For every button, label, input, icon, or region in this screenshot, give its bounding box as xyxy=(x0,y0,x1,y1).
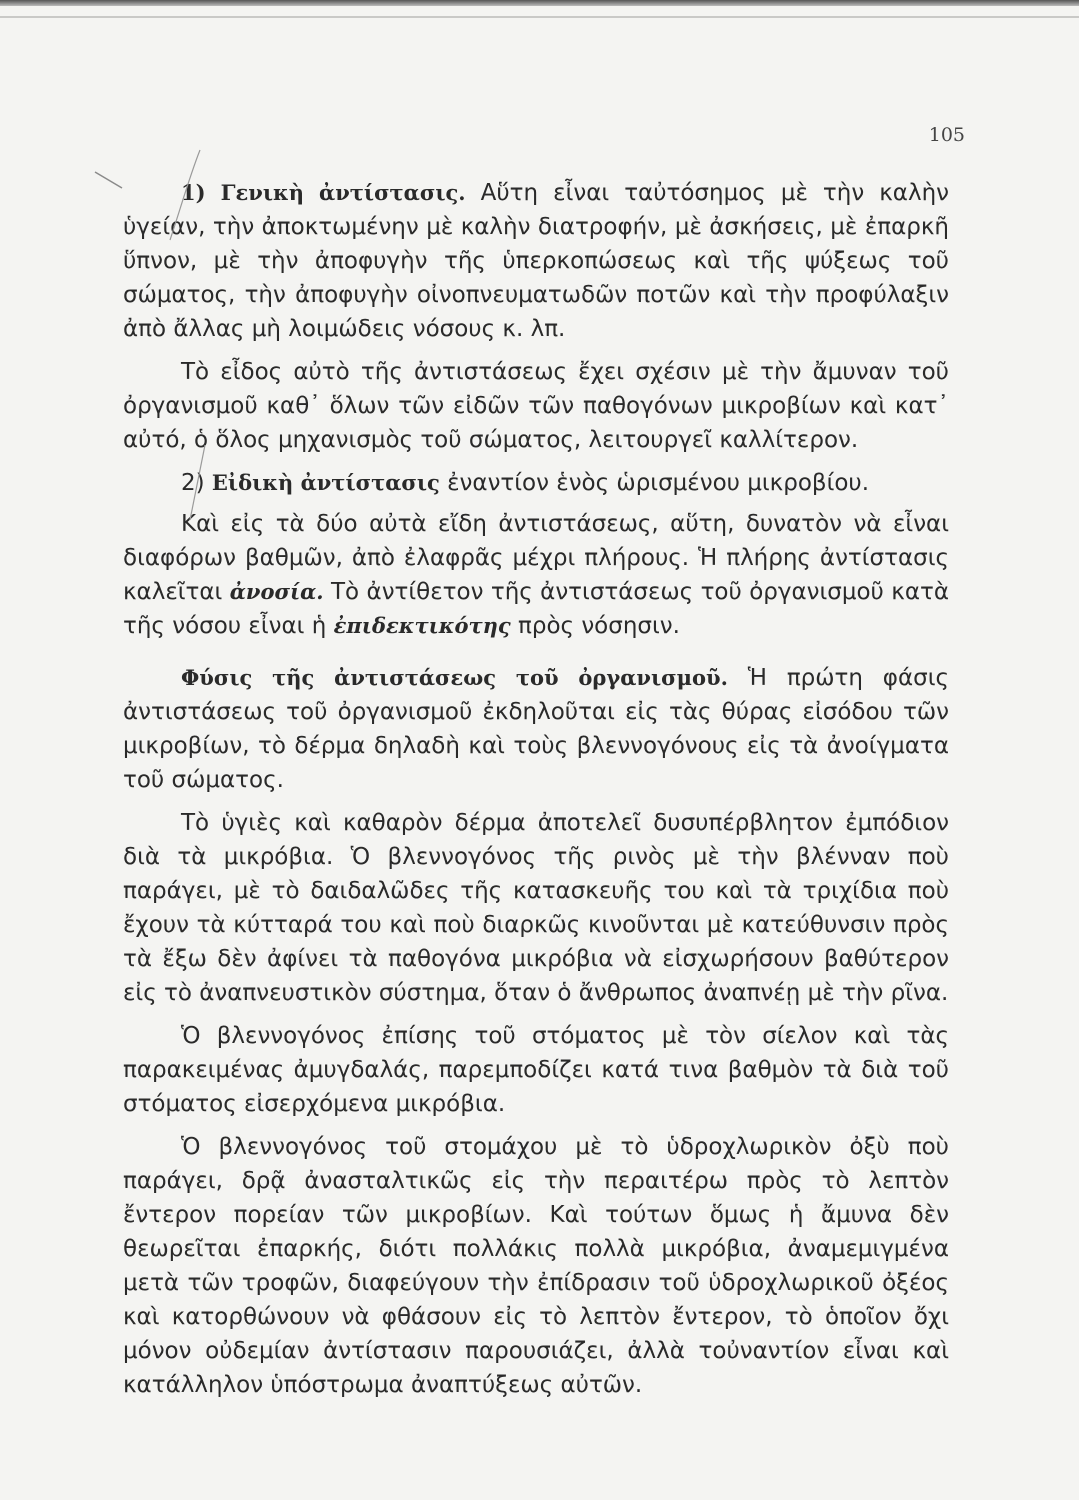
scan-top-border xyxy=(0,0,1079,6)
heading-general-resistance: 1) Γενικὴ ἀντίστασις. xyxy=(181,180,466,205)
paragraph-text: Καὶ εἰς τὰ δύο αὐτὰ εἴδη ἀντιστάσεως, αὕτη, δυνατὸν νὰ εἶναι διαφόρων βαθμῶν, ἀπὸ ἐλαφρᾶς μέχρι πλήρους. Ἡ πλήρης ἀντίστασις καλεῖται xyxy=(123,511,949,605)
paragraph-text: Ἡ πρώτη φάσις ἀντιστάσεως τοῦ ὀργανισμοῦ ἐκδηλοῦται εἰς τὰς θύρας εἰσόδου τῶν μικροβίων, τὸ δέρμα δηλαδὴ καὶ τοὺς βλεννογόνους εἰς τὰ ἀνοίγματα τοῦ σώματος. xyxy=(123,665,949,793)
paragraph-specific-resistance xyxy=(123,466,949,500)
paragraph-general-resistance xyxy=(123,176,949,346)
paragraph-resistance-type xyxy=(123,355,949,457)
paragraph-text: Τὸ εἶδος αὐτὸ τῆς ἀντιστάσεως ἔχει σχέσιν μὲ τὴν ἄμυναν τοῦ ὀργανισμοῦ καθ᾽ ὅλων τῶν εἰδῶν τῶν παθογόνων μικροβίων καὶ κατ᾽ αὐτό, ὁ ὅλος μηχανισμὸς τοῦ σώματος, λειτουργεῖ καλλίτερον. xyxy=(123,359,949,453)
paragraph-skin-nose xyxy=(123,806,949,1010)
heading-specific-resistance: Εἰδικὴ ἀντίστασις xyxy=(211,470,440,495)
paragraph-text: Ὁ βλεννογόνος τοῦ στομάχου μὲ τὸ ὑδροχλωρικὸν ὀξὺ ποὺ παράγει, δρᾷ ἀνασταλτικῶς εἰς τὴν περαιτέρω πρὸς τὸ λεπτὸν ἔντερον πορείαν τῶν μικροβίων. Καὶ τούτων ὅμως ἡ ἄμυνα δὲν θεωρεῖται ἐπαρκής, διότι πολλάκις πολλὰ μικρόβια, ἀναμεμιγμένα μετὰ τῶν τροφῶν, διαφεύγουν τὴν ἐπίδρασιν τοῦ ὑδροχλωρικοῦ ὀξέος καὶ κατορθώνουν νὰ φθάσουν εἰς τὸ λεπτὸν ἔντερον, τὸ ὁποῖον ὄχι μόνον οὐδεμίαν ἀντίστασιν παρουσιάζει, ἀλλὰ τοὐναντίον εἶναι καὶ κατάλληλον ὑπόστρωμα ἀναπτύξεως αὐτῶν. xyxy=(123,1134,949,1398)
paragraph-text: Τὸ ὑγιὲς καὶ καθαρὸν δέρμα ἀποτελεῖ δυσυπέρβλητον ἐμπόδιον διὰ τὰ μικρόβια. Ὁ βλεννογόνος τῆς ρινὸς μὲ τὴν βλένναν ποὺ παράγει, μὲ τὸ δαιδαλῶδες τῆς κατασκευῆς του καὶ τὰ τριχίδια ποὺ ἔχουν τὰ κύτταρά του καὶ ποὺ διαρκῶς κινοῦνται μὲ κατεύθυνσιν πρὸς τὰ ἔξω δὲν ἀφίνει τὰ παθογόνα μικρόβια νὰ εἰσχωρήσουν βαθύτερον εἰς τὸ ἀναπνευστικὸν σύστημα, ὅταν ὁ ἄνθρωπος ἀναπνέῃ μὲ τὴν ρῖνα. xyxy=(123,810,949,1006)
scan-top-line xyxy=(0,16,1079,18)
paragraph-text: Ὁ βλεννογόνος ἐπίσης τοῦ στόματος μὲ τὸν σίελον καὶ τὰς παρακειμένας ἀμυγδαλάς, παρεμποδίζει κατά τινα βαθμὸν τὰ διὰ τοῦ στόματος εἰσερχόμενα μικρόβια. xyxy=(123,1023,949,1117)
page-number: 105 xyxy=(928,124,965,146)
paragraph-text: Τὸ ἀντίθετον τῆς ἀντιστάσεως τοῦ ὀργανισμοῦ κατὰ τῆς νόσου εἶναι ἡ xyxy=(123,579,949,639)
pencil-stroke-1 xyxy=(95,172,122,188)
paragraph-stomach xyxy=(123,1130,949,1402)
paragraph-text: ἐναντίον ἑνὸς ὡρισμένου μικροβίου. xyxy=(439,470,870,496)
paragraph-degrees xyxy=(123,507,949,643)
term-susceptibility: ἐπιδεκτικότης xyxy=(333,613,511,638)
paragraph-text: Αὕτη εἶναι ταὐτόσημος μὲ τὴν καλὴν ὑγείαν, τὴν ἀποκτωμένην μὲ καλὴν διατροφήν, μὲ ἀσκήσεις, μὲ ἐπαρκῆ ὕπνον, μὲ τὴν ἀποφυγὴν τῆς ὑπερκοπώσεως καὶ τῆς ψύξεως τοῦ σώματος, τὴν ἀποφυγὴν οἰνοπνευματωδῶν ποτῶν καὶ τὴν προφύλαξιν ἀπὸ ἄλλας μὴ λοιμώδεις νόσους κ. λπ. xyxy=(123,180,949,342)
heading-nature-of-resistance: Φύσις τῆς ἀντιστάσεως τοῦ ὀργανισμοῦ. xyxy=(181,665,728,690)
paragraph-nature-of-resistance xyxy=(123,661,949,797)
page-body xyxy=(123,176,949,1411)
paragraph-prefix: 2) xyxy=(181,470,212,496)
paragraph-mouth xyxy=(123,1019,949,1121)
term-immunity: ἀνοσία. xyxy=(229,579,324,604)
paragraph-text: πρὸς νόσησιν. xyxy=(510,613,680,639)
